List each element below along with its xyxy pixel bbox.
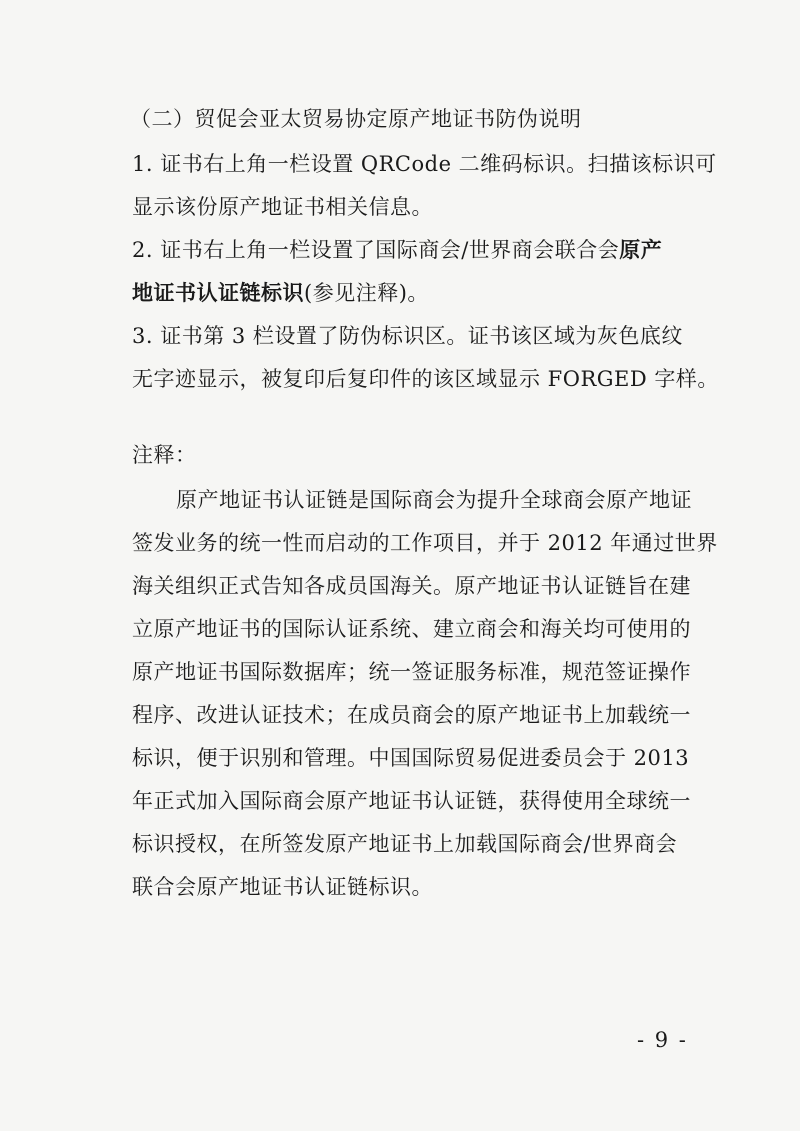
item-2-line-1 (132, 235, 662, 265)
page-number: - 9 - (637, 1028, 688, 1052)
item-3-line-2: 无字迹显示，被复印后复印件的该区域显示 FORGED 字样。 (132, 367, 719, 391)
note-line: 立原产地证书的国际认证系统、建立商会和海关均可使用的 (132, 617, 691, 641)
item-2-line-2-bold: 地证书认证链标识 (132, 280, 304, 305)
note-line: 标识授权，在所签发原产地证书上加载国际商会/世界商会 (132, 832, 678, 856)
note-line: 原产地证书国际数据库；统一签证服务标准，规范签证操作 (132, 660, 691, 684)
note-line: 联合会原产地证书认证链标识。 (132, 875, 433, 899)
note-line: 签发业务的统一性而启动的工作项目，并于 2012 年通过世界 (132, 531, 718, 555)
item-2-line-1-text: 2. 证书右上角一栏设置了国际商会/世界商会联合会 (132, 238, 620, 262)
note-line: 原产地证书认证链是国际商会为提升全球商会原产地证 (176, 488, 692, 512)
item-2-line-2 (132, 278, 429, 308)
item-2-line-2-text: (参见注释)。 (304, 281, 429, 305)
note-line: 标识，便于识别和管理。中国国际贸易促进委员会于 2013 (132, 746, 690, 770)
item-3-line-1: 3. 证书第 3 栏设置了防伪标识区。证书该区域为灰色底纹 (132, 324, 683, 348)
note-line: 海关组织正式告知各成员国海关。原产地证书认证链旨在建 (132, 574, 691, 598)
item-1-line-2: 显示该份原产地证书相关信息。 (132, 195, 433, 219)
section-heading: （二）贸促会亚太贸易协定原产地证书防伪说明 (130, 107, 582, 131)
item-2-line-1-bold: 原产 (619, 237, 663, 262)
item-1-line-1: 1. 证书右上角一栏设置 QRCode 二维码标识。扫描该标识可 (132, 152, 717, 176)
note-line: 年正式加入国际商会原产地证书认证链，获得使用全球统一 (132, 789, 691, 813)
note-line: 程序、改进认证技术；在成员商会的原产地证书上加载统一 (132, 703, 691, 727)
note-label: 注释： (132, 443, 197, 467)
